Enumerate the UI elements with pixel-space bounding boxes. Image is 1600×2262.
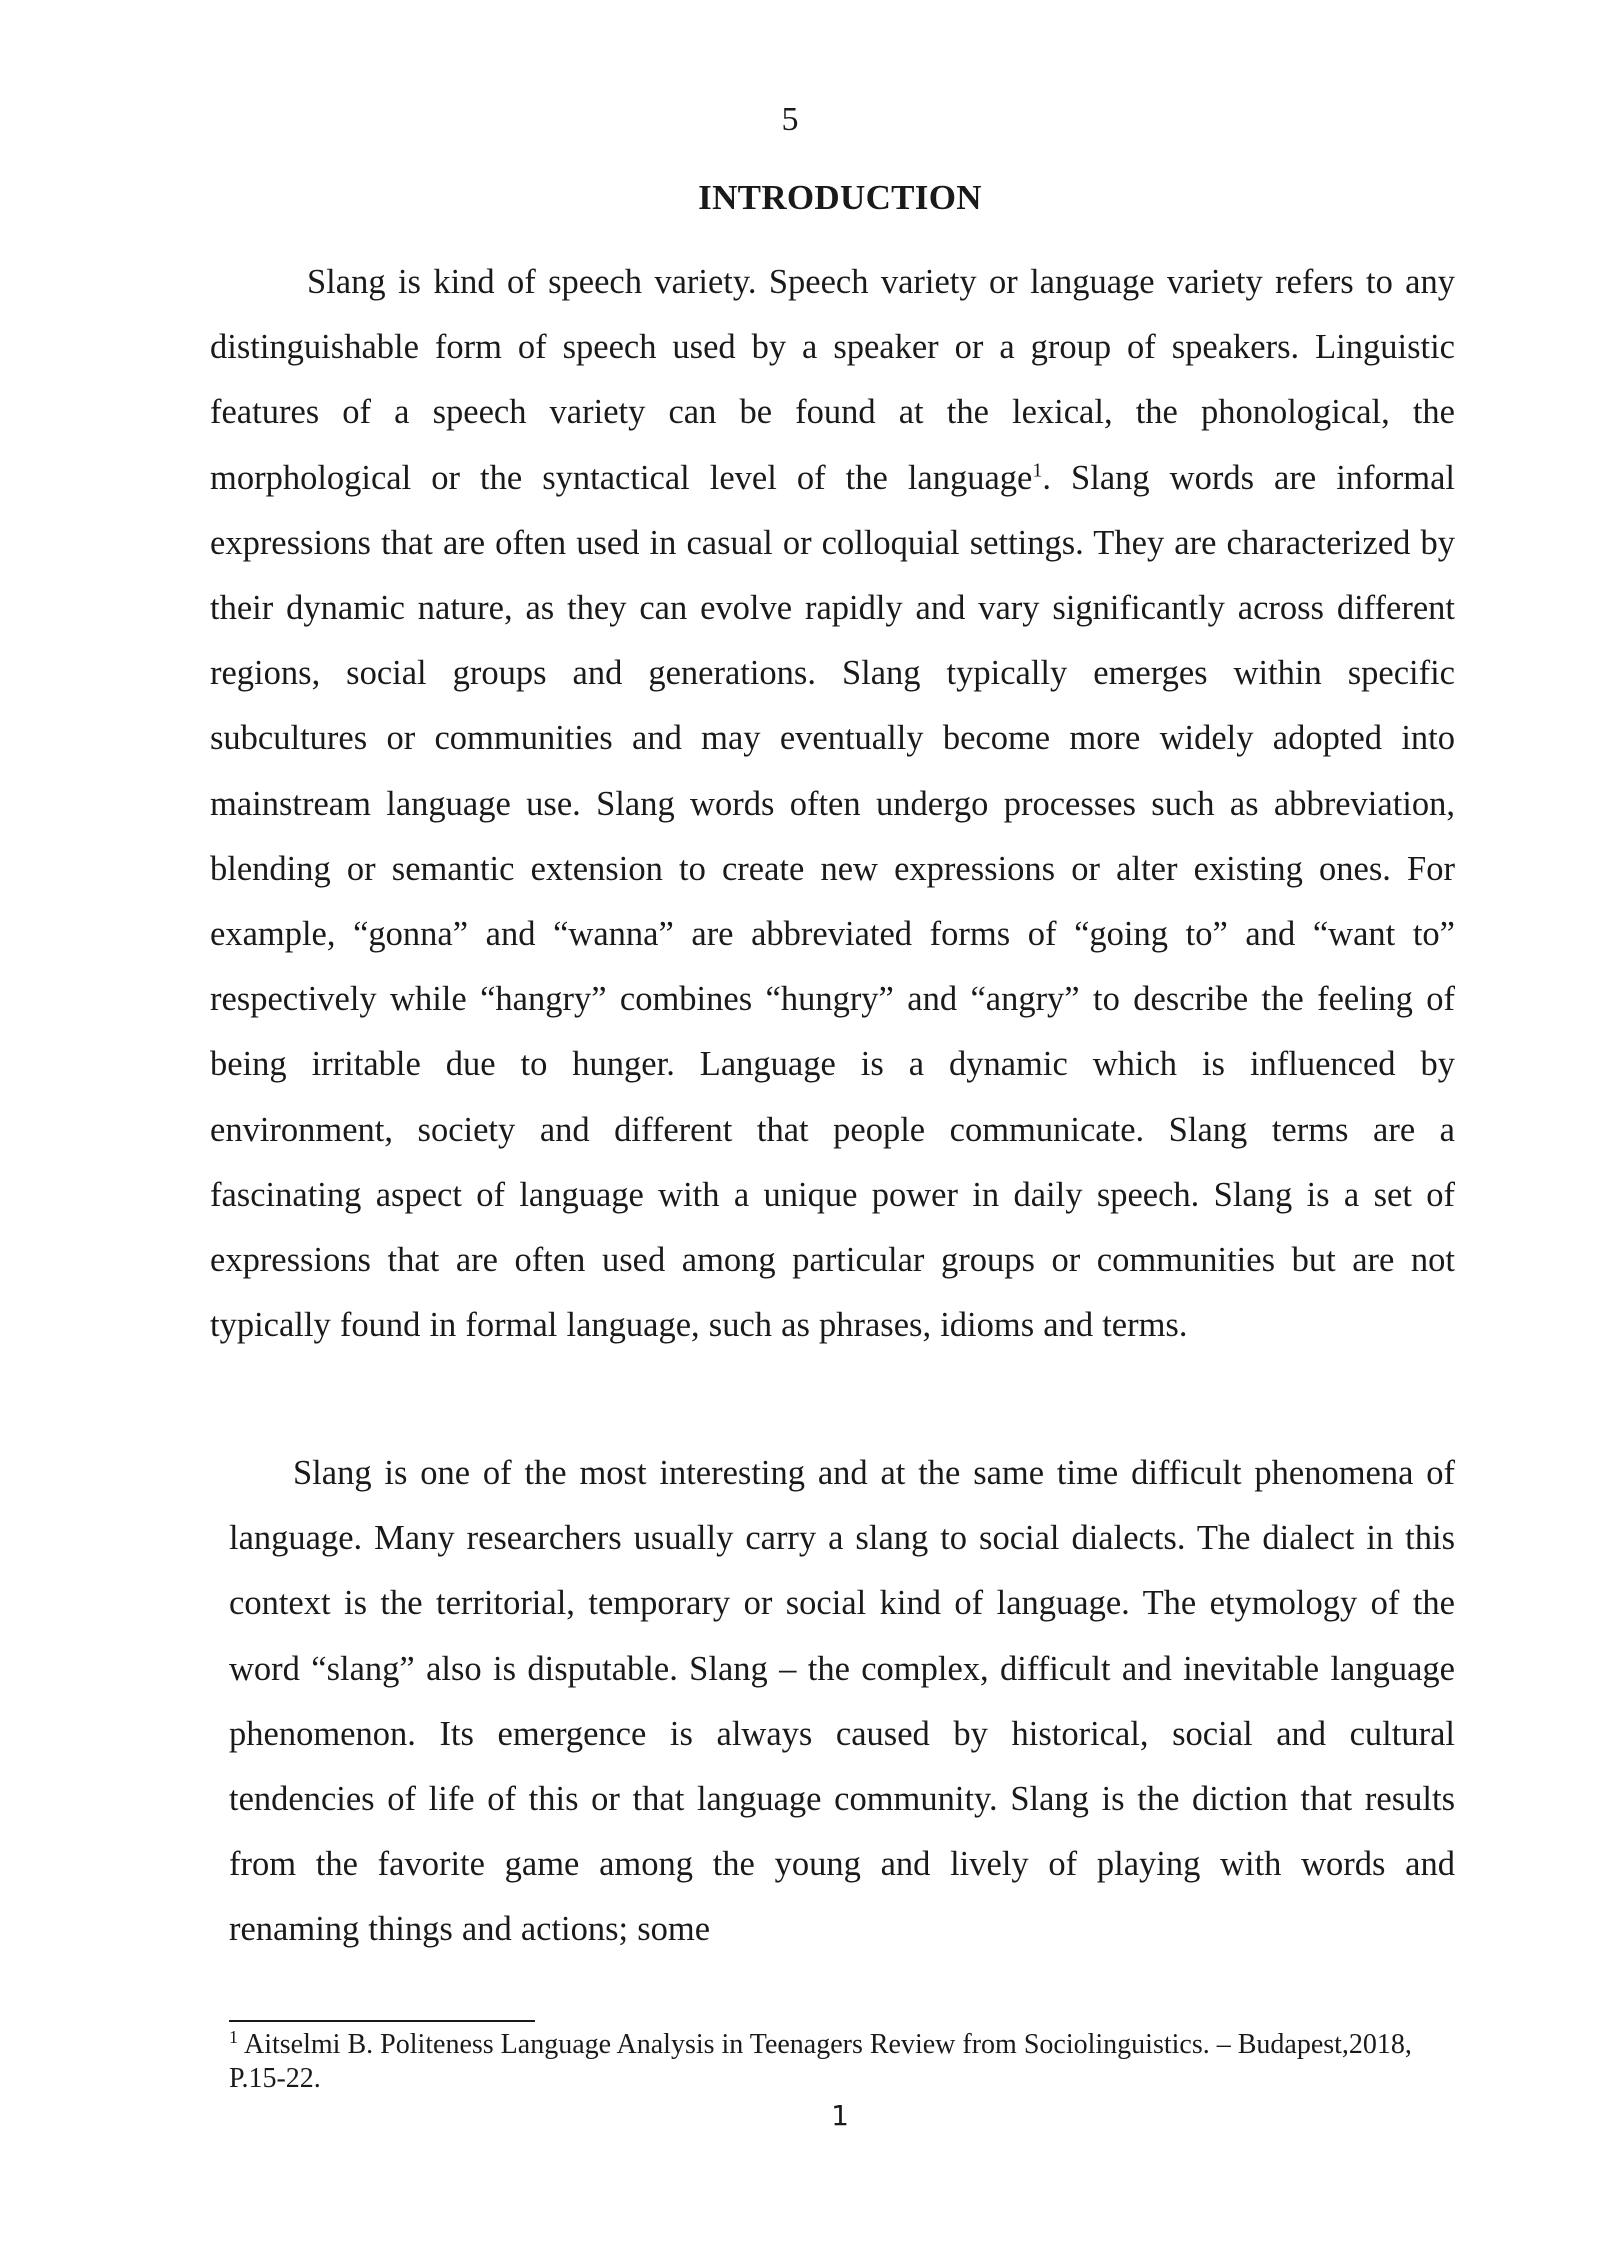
paragraph-1 <box>210 250 1455 1358</box>
paragraph-1-text-start: Slang is kind of speech variety. Speech variety or language variety refers to any distinguishable form of speech used by a speaker or a group of speakers. Linguistic features of a speech variety can be found at the lexical, the phonological, the morphological or the syntactical level of the language <box>210 263 1455 497</box>
page-number-bottom: 1 <box>831 2099 849 2132</box>
footnote-mark: 1 <box>229 2026 238 2047</box>
footnote-divider <box>229 2020 535 2022</box>
page-number-top: 5 <box>781 101 799 138</box>
paragraph-2: Slang is one of the most interesting and at the same time difficult phenomena of language. Many researchers usually carry a slang to social dialects. The dialect in this context is the territorial, temporary or social kind of language. The etymology of the word “slang” also is disputable. Slang – the complex, difficult and inevitable language phenomenon. Its emergence is always caused by historical, social and cultural tendencies of life of this or that language community. Slang is the diction that results from the favorite game among the young and lively of playing with words and renaming things and actions; some <box>229 1454 1455 1949</box>
footnote-reference: 1 <box>1032 459 1043 482</box>
paragraph-1-text-end: . Slang words are informal expressions that are often used in casual or colloquial settings. They are characterized by their dynamic nature, as they can evolve rapidly and vary significantly across different regions, social groups and generations. Slang typically emerges within specific subcultures or communities and may eventually become more widely adopted into mainstream language use. Slang words often undergo processes such as abbreviation, blending or semantic extension to create new expressions or alter existing ones. For example, “gonna” and “wanna” are abbreviated forms of “going to” and “want to” respectively while “hangry” combines “hungry” and “angry” to describe the feeling of being irritable due to hunger. Language is a dynamic which is influenced by environment, society and different that people communicate. Slang terms are a fascinating aspect of language with a unique power in daily speech. Slang is a set of expressions that are often used among particular groups or communities but are not typically found in formal language, such as phrases, idioms and terms. <box>210 458 1455 1345</box>
footnote <box>229 2028 1455 2096</box>
section-heading: INTRODUCTION <box>698 178 982 217</box>
footnote-text: Aitselmi B. Politeness Language Analysis in Teenagers Review from Sociolinguistics. – Budapest,2018, P.15-22. <box>229 2029 1412 2094</box>
